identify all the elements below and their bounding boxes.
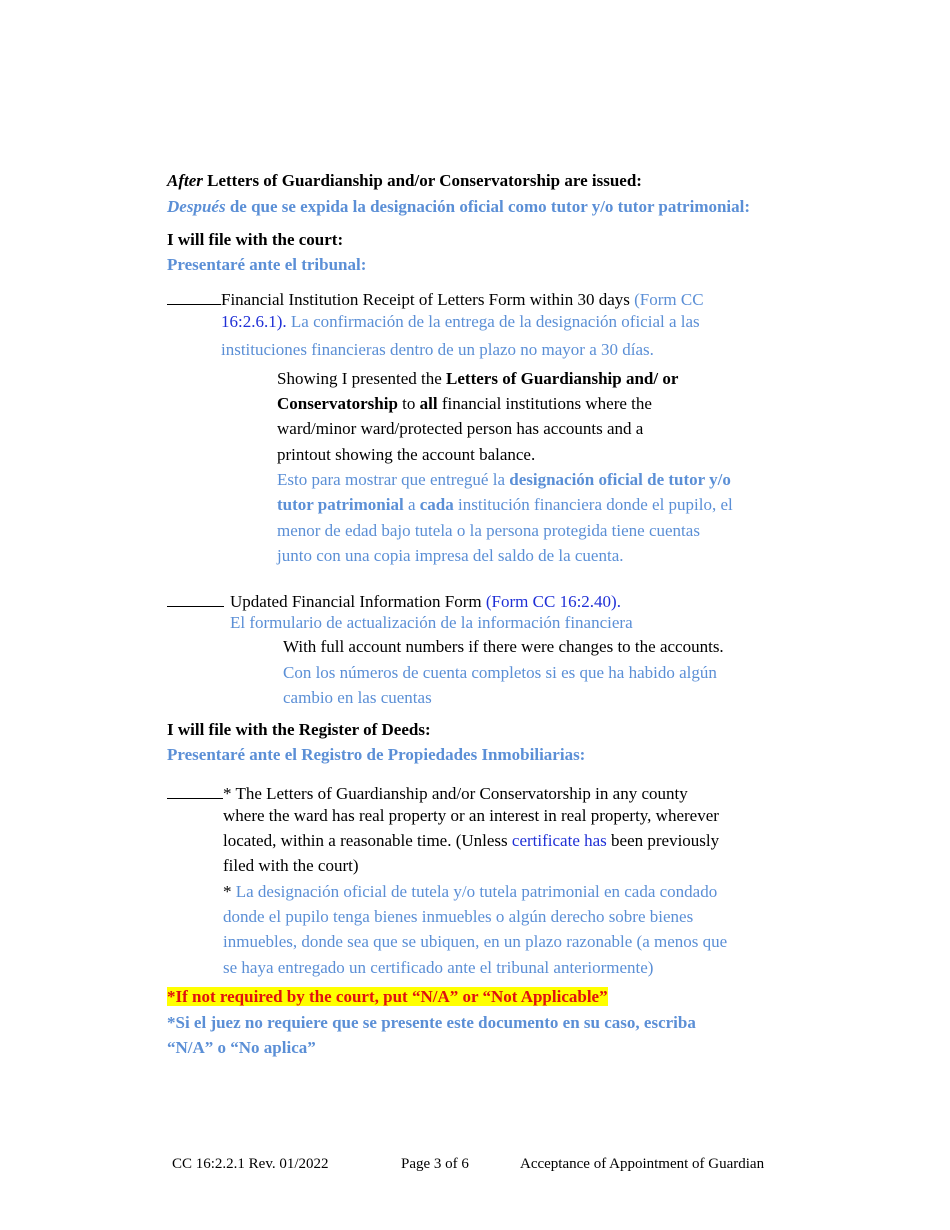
checkoff-blank-1[interactable]	[167, 286, 221, 305]
court-heading-en: I will file with the court:	[167, 230, 344, 249]
checkoff-blank-3[interactable]	[167, 780, 223, 799]
footer-page-number: Page 3 of 6	[401, 1156, 469, 1172]
deeds-item-es-1: * La designación oficial de tutela y/o tutela patrimonial en cada condado	[223, 882, 718, 901]
heading-en-rest: Letters of Guardianship and/or Conservatorship are issued:	[202, 171, 642, 190]
deeds-item-line-2: where the ward has real property or an interest in real property, wherever	[223, 806, 719, 825]
item-1-note-es-2: tutor patrimonial a cada institución financiera donde el pupilo, el	[277, 495, 733, 514]
item-1-form-ref: (Form CC	[634, 290, 704, 309]
item-1-note-en-1: Showing I presented the Letters of Guardianship and/ or	[277, 369, 679, 388]
item-2-form-ref: (Form CC 16:2.40).	[485, 592, 621, 611]
court-item-1-line-1	[167, 286, 704, 310]
item-1-form-number: 16:2.6.1).	[221, 312, 287, 331]
item-1-es-a: La confirmación de la entrega de la designación oficial a las	[286, 312, 700, 331]
deeds-item-line-3: located, within a reasonable time. (Unless certificate has been previously	[223, 831, 720, 850]
footer-form-id: CC 16:2.2.1 Rev. 01/2022	[172, 1156, 329, 1172]
deeds-heading-es: Presentaré ante el Registro de Propiedades Inmobiliarias:	[167, 745, 586, 764]
deeds-item-es-2: donde el pupilo tenga bienes inmuebles o algún derecho sobre bienes	[223, 907, 694, 926]
item-1-note-es-4: junto con una copia impresa del saldo de la cuenta.	[277, 546, 624, 565]
item-2-text: Updated Financial Information Form	[230, 592, 486, 611]
item-1-note-es-1: Esto para mostrar que entregué la designación oficial de tutor y/o	[277, 470, 731, 489]
heading-es-rest: de que se expida la designación oficial como tutor y/o tutor patrimonial:	[225, 197, 751, 216]
item-2-note-es-1: Con los números de cuenta completos si es que ha habido algún	[283, 663, 717, 682]
court-item-2-line-1	[167, 588, 621, 612]
item-1-note-en-2: Conservatorship to all financial institutions where the	[277, 394, 652, 413]
heading-es-lead: Después	[167, 197, 226, 216]
deeds-heading-en: I will file with the Register of Deeds:	[167, 720, 431, 739]
court-item-1-line-3: instituciones financieras dentro de un plazo no mayor a 30 días.	[221, 340, 654, 359]
na-notice-es-1: *Si el juez no requiere que se presente este documento en su caso, escriba	[167, 1013, 696, 1032]
deeds-item-es-4: se haya entregado un certificado ante el tribunal anteriormente)	[223, 958, 654, 977]
item-1-note-es-3: menor de edad bajo tutela o la persona protegida tiene cuentas	[277, 521, 700, 540]
court-item-2-line-2: El formulario de actualización de la información financiera	[230, 613, 633, 632]
deeds-item-es-3: inmuebles, donde sea que se ubiquen, en un plazo razonable (a menos que	[223, 932, 728, 951]
item-1-text: Financial Institution Receipt of Letters Form within 30 days	[221, 290, 635, 309]
section-heading-en	[167, 171, 642, 191]
footer-title: Acceptance of Appointment of Guardian	[520, 1156, 765, 1172]
na-notice-en: *If not required by the court, put “N/A” or “Not Applicable”	[167, 987, 608, 1006]
section-heading-es	[167, 197, 750, 217]
checkoff-blank-2[interactable]	[167, 588, 224, 607]
court-heading-es: Presentaré ante el tribunal:	[167, 255, 367, 274]
item-1-note-en-3: ward/minor ward/protected person has accounts and a	[277, 419, 644, 438]
item-1-note-en-4: printout showing the account balance.	[277, 445, 536, 464]
deeds-item-line-4: filed with the court)	[223, 856, 359, 875]
item-2-note-es-2: cambio en las cuentas	[283, 688, 432, 707]
na-notice-es-2: “N/A” o “No aplica”	[167, 1038, 316, 1057]
deeds-item-line-1: * The Letters of Guardianship and/or Conservatorship in any county	[167, 780, 688, 804]
court-item-1-line-2	[221, 312, 700, 332]
heading-en-lead: After	[167, 171, 203, 190]
item-2-note-en: With full account numbers if there were changes to the accounts.	[283, 637, 724, 656]
